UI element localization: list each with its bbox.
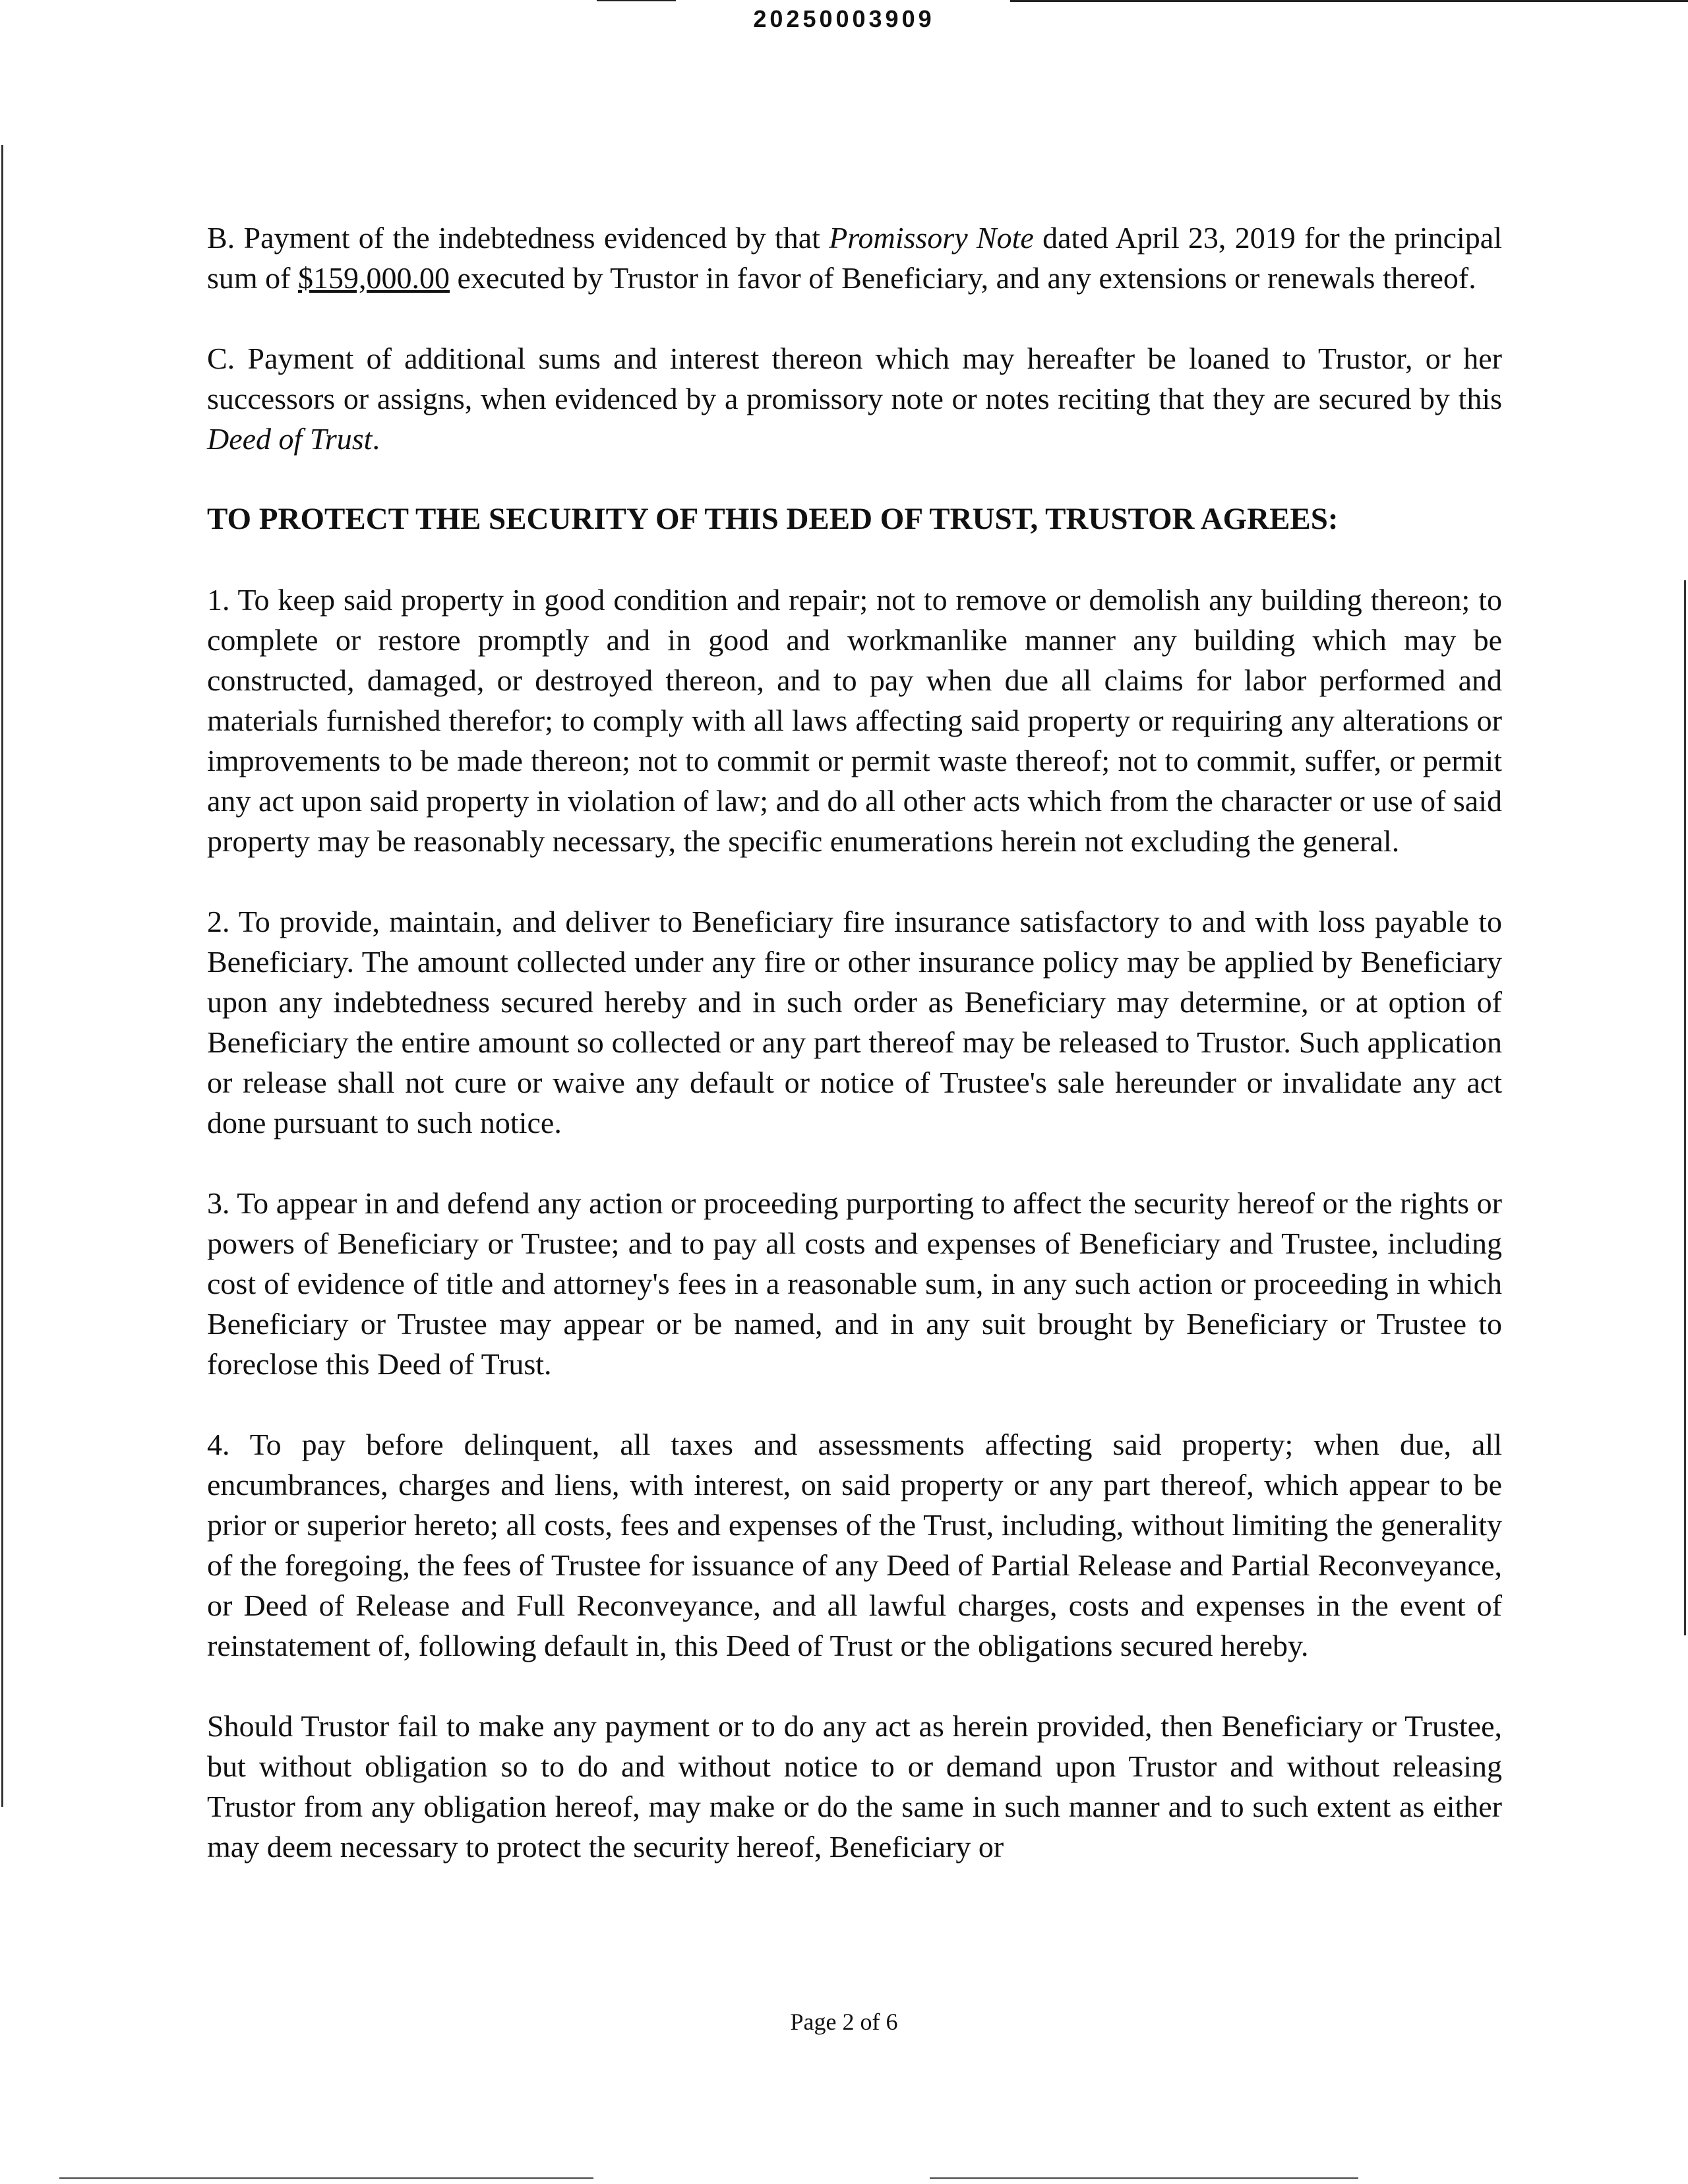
clause-4: 4. To pay before delinquent, all taxes and assessments affecting said property; when due, all encumbrances, charges and liens, with interest, on said property or any part thereof, which appear to be prior or superior hereto; all costs, fees and expenses of the Trust, including, without limiting the generality of the foregoing, the fees of Trustee for issuance of any Deed of Partial Release and Partial Reconveyance, or Deed of Release and Full Reconveyance, and all lawful charges, costs and expenses in the event of reinstatement of, following default in, this Deed of Trust or the obligations secured hereby. — [207, 1428, 1502, 1662]
deed-of-trust-title: Deed of Trust — [207, 422, 373, 456]
principal-amount: $159,000.00 — [298, 261, 450, 295]
document-body — [207, 218, 1502, 1867]
final-paragraph: Should Trustor fail to make any payment or to do any act as herein provided, then Beneficiary or Trustee, but without obligation so to do and without notice to or demand upon Trustor and without releasing Trustor from any obligation hereof, may make or do the same in such manner and to such extent as either may deem necessary to protect the security hereof, Beneficiary or — [207, 1709, 1502, 1864]
clause-2: 2. To provide, maintain, and deliver to Beneficiary fire insurance satisfactory to and with loss payable to Beneficiary. The amount collected under any fire or other insurance policy may be applied by Beneficiary upon any indebtedness secured hereby and in such order as Beneficiary may determine, or at option of Beneficiary the entire amount so collected or any part thereof may be released to Trustor. Such application or release shall not cure or waive any default or notice of Trustee's sale hereunder or invalidate any act done pursuant to such notice. — [207, 905, 1502, 1139]
clause-3: 3. To appear in and defend any action or proceeding purporting to affect the security hereof or the rights or powers of Beneficiary or Trustee; and to pay all costs and expenses of Beneficiary and Trustee, including cost of evidence of title and attorney's fees in a reasonable sum, in any such action or proceeding in which Beneficiary or Trustee may appear or be named, and in any suit brought by Beneficiary or Trustee to foreclose this Deed of Trust. — [207, 1186, 1502, 1381]
recording-number: 20250003909 — [753, 5, 935, 32]
page-number: Page 2 of 6 — [790, 2009, 898, 2035]
top-rule-right — [1010, 0, 1688, 2]
bottom-rule-right — [930, 2177, 1358, 2179]
scan-edge-left — [1, 145, 3, 1807]
scan-edge-right — [1684, 580, 1686, 1635]
promissory-note-title: Promissory Note — [829, 221, 1034, 255]
bottom-rule-left — [59, 2177, 593, 2179]
top-rule-left — [597, 0, 676, 1]
clause-1: 1. To keep said property in good condition and repair; not to remove or demolish any building thereon; to complete or restore promptly and in good and workmanlike manner any building which may be constructed, damaged, or destroyed thereon, and to pay when due all claims for labor performed and materials furnished therefor; to comply with all laws affecting said property or requiring any alterations or improvements to be made thereon; not to commit or permit waste thereof; not to commit, suffer, or permit any act upon said property in violation of law; and do all other acts which from the character or use of said property may be reasonably necessary, the specific enumerations herein not excluding the general. — [207, 583, 1502, 858]
section-heading: TO PROTECT THE SECURITY OF THIS DEED OF TRUST, TRUSTOR AGREES: — [207, 502, 1339, 536]
paragraph-c: C. Payment of additional sums and interest thereon which may hereafter be loaned to Trustor, or her successors or assigns, when evidenced by a promissory note or notes reciting that they are secured by this Deed of Trust. — [207, 342, 1502, 456]
paragraph-b: B. Payment of the indebtedness evidenced by that Promissory Note dated April 23, 2019 for the principal sum of $159,000.00 executed by Trustor in favor of Beneficiary, and any extensions or renewals thereof. — [207, 221, 1502, 295]
